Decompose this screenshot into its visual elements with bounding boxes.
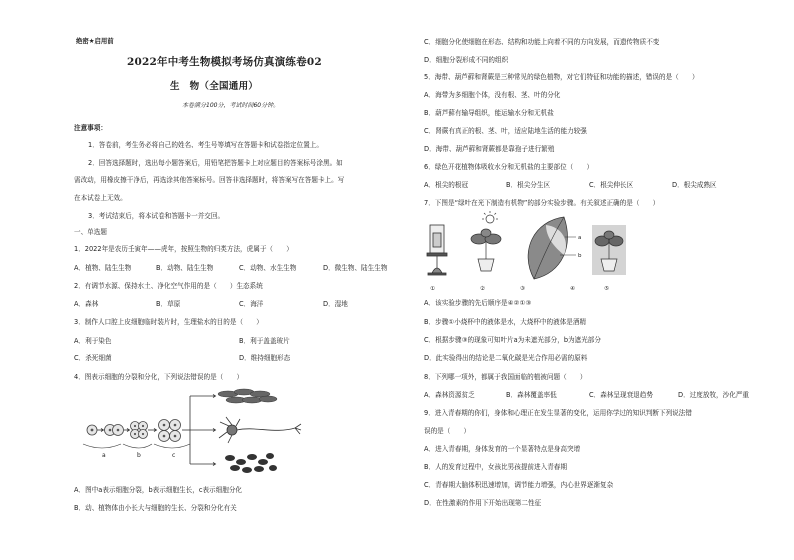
notes-line-3: 3．考试结束后，将本试卷和答题卡一并交回。 xyxy=(88,212,225,220)
q5-option-b: B．葫芦藓有输导组织，能运输水分和无机盐 xyxy=(424,109,554,117)
q7-fig-label-4: ④ xyxy=(570,286,575,292)
potted-plant-in-sun xyxy=(471,211,501,271)
q2-option-d: D．湿地 xyxy=(323,300,348,308)
q1-option-c: C．动物、水生生物 xyxy=(239,264,297,272)
notes-line-2a: 2．回答选择题时，选出每小题答案后，用铅笔把答题卡上对应题目的答案标号涂黑。如 xyxy=(88,159,343,167)
q5-option-a: A．海带为多细胞个体，没有根、茎、叶的分化 xyxy=(424,91,561,99)
q1-stem: 1．2022年是农历壬寅年——虎年，按照生物的归类方法，虎属于（ ） xyxy=(74,245,293,253)
q6-option-c: C．根尖伸长区 xyxy=(589,181,634,189)
secret-mark: 绝密★启用前 xyxy=(76,37,114,45)
q9-stem-line-2: 误的是（ ） xyxy=(424,427,471,435)
q9-option-a: A．进入青春期，身体发育的一个显著特点是身高突增 xyxy=(424,445,581,453)
section-title: 一、单选题 xyxy=(74,228,107,236)
q5-option-c: C．肾蕨有真正的根、茎、叶，适应陆地生活的能力较强 xyxy=(424,127,587,135)
q8-option-b: B．森林覆盖率低 xyxy=(506,391,557,399)
q2-stem: 2．有调节水源、保持水土、净化空气作用的是（ ）生态系统 xyxy=(74,282,263,290)
q4-stem: 4．图表示细胞的分裂和分化，下列说法错误的是（ ） xyxy=(74,373,244,381)
q6-option-d: D．根尖成熟区 xyxy=(672,181,717,189)
q4-fig-label-b: b xyxy=(137,452,141,459)
score-info: 本卷满分100分，考试时间60分钟。 xyxy=(182,102,280,109)
q3-option-a: A．利于染色 xyxy=(74,337,112,345)
q9-option-c: C．青春期大脑体积迅速增加，调节能力增强，内心世界逐渐复杂 xyxy=(424,481,614,489)
potted-plant-dark xyxy=(592,225,626,275)
q9-stem-line-1: 9．进入青春期的你们，身体和心理正在发生显著的变化，运用你学过的知识判断下列说法错 xyxy=(424,409,692,417)
nerve-cell xyxy=(219,417,301,443)
q2-option-b: B．草原 xyxy=(156,300,181,308)
q7-stem: 7．下图是“绿叶在光下制造有机物”的部分实验步骤。有关叙述正确的是（ ） xyxy=(424,199,660,207)
q1-option-d: D．微生物、陆生生物 xyxy=(323,264,388,272)
q9-option-b: B．人的发育过程中，女孩比男孩提前进入青春期 xyxy=(424,463,567,471)
q7-option-c: C．根据步骤③的现象可知叶片a为未遮光部分，b为遮光部分 xyxy=(424,336,601,344)
cell-sheet-tissue xyxy=(218,389,277,403)
notes-heading: 注意事项： xyxy=(74,124,107,132)
q6-option-a: A．根尖的根冠 xyxy=(424,181,469,189)
q3-option-c: C．杀死细菌 xyxy=(74,354,112,362)
q6-stem: 6．绿色开花植物体吸收水分和无机盐的主要部位（ ） xyxy=(424,163,594,171)
q7-fig-label-5: ⑤ xyxy=(604,286,609,292)
q2-option-c: C．海洋 xyxy=(239,300,264,308)
q3-option-b: B．利于盖盖玻片 xyxy=(239,337,290,345)
q5-stem: 5．海带、葫芦藓和肾蕨是三种常见的绿色植物，对它们特征和功能的描述，错误的是（ ） xyxy=(424,73,699,81)
q4-fig-label-a: a xyxy=(102,452,106,459)
q7-leaf-label-b: b xyxy=(578,253,582,259)
q4-option-c: C．细胞分化使细胞在形态、结构和功能上向着不同的方向发展，而遗传物质不变 xyxy=(424,38,660,46)
notes-line-2c: 在本试卷上无效。 xyxy=(74,194,127,202)
q4-option-a: A．图中a表示细胞分裂，b表示细胞生长，c表示细胞分化 xyxy=(74,486,243,494)
q1-option-a: A．植物、陆生生物 xyxy=(74,264,132,272)
q8-stem: 8．下列哪一项外，都属于我国面临的植被问题（ ） xyxy=(424,373,587,381)
q3-option-d: D．维持细胞形态 xyxy=(239,354,291,362)
exam-title: 2022年中考生物模拟考场仿真演练卷02 xyxy=(127,56,322,68)
q8-option-d: D．过度放牧，沙化严重 xyxy=(678,391,750,399)
q8-option-a: A．森林资源贫乏 xyxy=(424,391,475,399)
notes-line-2b: 需改动，用橡皮擦干净后，再选涂其他答案标号。回答非选择题时，将答案写在答题卡上。写 xyxy=(74,176,345,184)
q5-option-d: D．海带、葫芦藓和肾蕨都是靠孢子进行繁殖 xyxy=(424,145,555,153)
q7-option-a: A．该实验步骤的先后顺序是④②①③ xyxy=(424,299,532,307)
q7-option-b: B．步骤①小烧杯中的液体是水，大烧杯中的液体是酒精 xyxy=(424,318,587,326)
q3-stem: 3．制作人口腔上皮细胞临时装片时，生理盐水的目的是（ ） xyxy=(74,318,263,326)
q4-fig-label-c: c xyxy=(172,452,176,459)
q4-option-d: D．细胞分裂形成不同的组织 xyxy=(424,56,509,64)
q9-option-d: D．在性激素的作用下开始出现第二性征 xyxy=(424,499,542,507)
q7-fig-label-3: ③ xyxy=(520,286,525,292)
q1-option-b: B．动物、陆生生物 xyxy=(156,264,214,272)
q6-option-b: B．根尖分生区 xyxy=(506,181,551,189)
blood-cells xyxy=(225,453,277,473)
photosynthesis-experiment-figure xyxy=(424,211,634,295)
subject-title: 生 物（全国通用） xyxy=(170,81,259,92)
leaf-sample xyxy=(528,217,576,279)
q8-option-c: C．森林呈现衰退趋势 xyxy=(589,391,653,399)
cell-division-figure xyxy=(80,386,380,478)
q4-option-b: B．动、植物体由小长大与细胞的生长、分裂和分化有关 xyxy=(74,504,237,512)
q2-option-a: A．森林 xyxy=(74,300,99,308)
q7-fig-label-1: ① xyxy=(430,286,435,292)
notes-line-1: 1．答卷前，考生务必将自己的姓名、考生号等填写在答题卡和试卷指定位置上。 xyxy=(88,141,323,149)
q7-option-d: D．此实验得出的结论是二氧化碳是光合作用必需的原料 xyxy=(424,354,588,362)
q7-leaf-label-a: a xyxy=(578,235,582,241)
water-bath-apparatus xyxy=(427,225,447,275)
q7-fig-label-2: ② xyxy=(480,286,485,292)
